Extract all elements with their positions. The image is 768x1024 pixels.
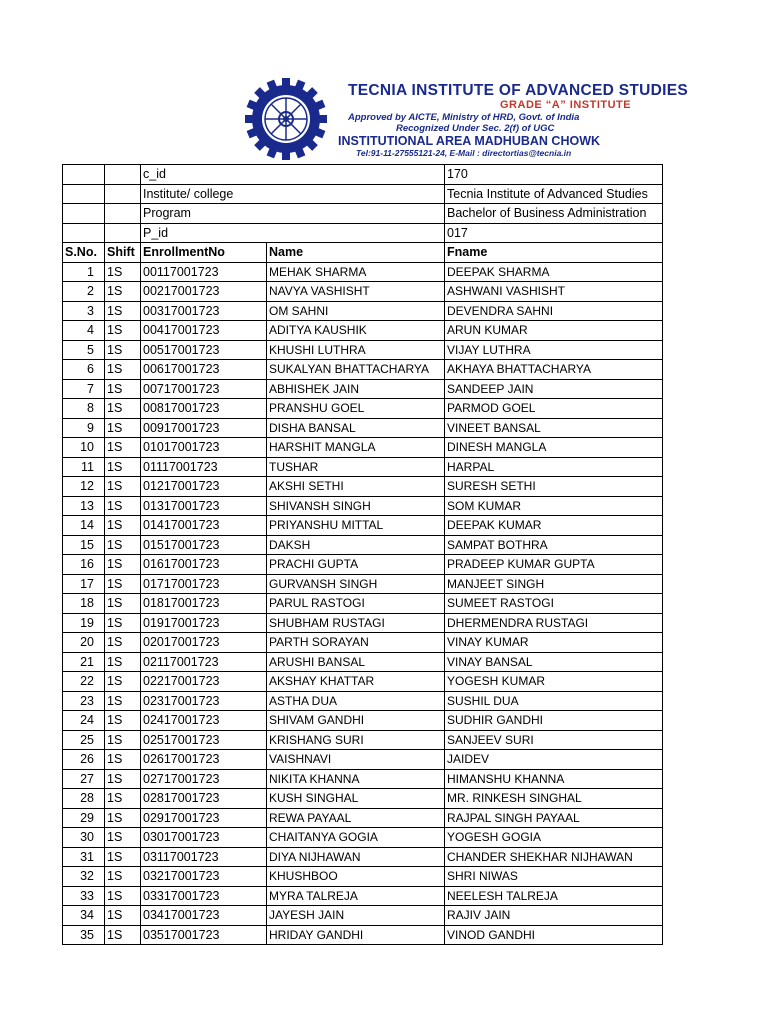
table-row xyxy=(63,438,663,458)
row-name-cell[interactable]: PRIYANSHU MITTAL xyxy=(267,516,445,536)
row-shift-cell[interactable]: 1S xyxy=(105,594,141,614)
row-name-cell[interactable]: SHIVAM GANDHI xyxy=(267,711,445,731)
row-fname-cell[interactable]: CHANDER SHEKHAR NIJHAWAN xyxy=(445,847,663,867)
row-fname-cell[interactable]: VINEET BANSAL xyxy=(445,418,663,438)
row-name-cell[interactable]: KRISHANG SURI xyxy=(267,730,445,750)
row-enrollment-cell[interactable]: 00717001723 xyxy=(141,379,267,399)
row-fname-cell[interactable]: VINAY KUMAR xyxy=(445,633,663,653)
contact-line: Tel:91-11-27555121-24, E-Mail : directortias@tecnia.in xyxy=(356,148,572,158)
row-fname-cell[interactable]: RAJPAL SINGH PAYAAL xyxy=(445,808,663,828)
meta-row-pid xyxy=(63,223,663,243)
table-row xyxy=(63,633,663,653)
row-sno-cell[interactable]: 23 xyxy=(63,691,105,711)
institute-grade: GRADE “A” INSTITUTE xyxy=(500,99,632,111)
row-name-cell[interactable]: GURVANSH SINGH xyxy=(267,574,445,594)
institute-header xyxy=(240,78,689,160)
row-enrollment-cell[interactable]: 02417001723 xyxy=(141,711,267,731)
table-row xyxy=(63,789,663,809)
row-fname-cell[interactable]: MR. RINKESH SINGHAL xyxy=(445,789,663,809)
row-shift-cell[interactable]: 1S xyxy=(105,925,141,945)
student-list-sheet xyxy=(62,164,648,945)
meta-label[interactable]: c_id xyxy=(141,165,445,185)
meta-row-institute xyxy=(63,184,663,204)
row-enrollment-cell[interactable]: 02117001723 xyxy=(141,652,267,672)
table-row xyxy=(63,711,663,731)
table-row xyxy=(63,691,663,711)
row-shift-cell[interactable]: 1S xyxy=(105,711,141,731)
cell[interactable] xyxy=(63,204,105,224)
table-row xyxy=(63,418,663,438)
row-sno-cell[interactable]: 33 xyxy=(63,886,105,906)
row-fname-cell[interactable]: AKHAYA BHATTACHARYA xyxy=(445,360,663,380)
cell[interactable] xyxy=(63,184,105,204)
row-sno-cell[interactable]: 11 xyxy=(63,457,105,477)
table-row xyxy=(63,652,663,672)
row-sno-cell[interactable]: 9 xyxy=(63,418,105,438)
table-row xyxy=(63,301,663,321)
row-shift-cell[interactable]: 1S xyxy=(105,867,141,887)
table-row xyxy=(63,340,663,360)
row-enrollment-cell[interactable]: 02717001723 xyxy=(141,769,267,789)
row-fname-cell[interactable]: PRADEEP KUMAR GUPTA xyxy=(445,555,663,575)
table-row xyxy=(63,847,663,867)
row-name-cell[interactable]: VAISHNAVI xyxy=(267,750,445,770)
row-fname-cell[interactable]: SANJEEV SURI xyxy=(445,730,663,750)
row-sno-cell[interactable]: 6 xyxy=(63,360,105,380)
row-sno-cell[interactable]: 8 xyxy=(63,399,105,419)
row-shift-cell[interactable]: 1S xyxy=(105,613,141,633)
row-name-cell[interactable]: PRACHI GUPTA xyxy=(267,555,445,575)
table-row xyxy=(63,477,663,497)
table-row xyxy=(63,399,663,419)
meta-value[interactable]: Bachelor of Business Administration xyxy=(445,204,663,224)
row-name-cell[interactable]: ADITYA KAUSHIK xyxy=(267,321,445,341)
row-sno-cell[interactable]: 34 xyxy=(63,906,105,926)
row-shift-cell[interactable]: 1S xyxy=(105,457,141,477)
row-enrollment-cell[interactable]: 01217001723 xyxy=(141,477,267,497)
row-enrollment-cell[interactable]: 03317001723 xyxy=(141,886,267,906)
row-name-cell[interactable]: DIYA NIJHAWAN xyxy=(267,847,445,867)
row-sno-cell[interactable]: 18 xyxy=(63,594,105,614)
table-row xyxy=(63,282,663,302)
row-shift-cell[interactable]: 1S xyxy=(105,477,141,497)
table-row xyxy=(63,769,663,789)
row-shift-cell[interactable]: 1S xyxy=(105,535,141,555)
row-shift-cell[interactable]: 1S xyxy=(105,321,141,341)
row-sno-cell[interactable]: 12 xyxy=(63,477,105,497)
meta-label[interactable]: Institute/ college xyxy=(141,184,445,204)
approval-line: Approved by AICTE, Ministry of HRD, Govt. of India xyxy=(348,112,580,123)
row-sno-cell[interactable]: 16 xyxy=(63,555,105,575)
row-sno-cell[interactable]: 24 xyxy=(63,711,105,731)
row-fname-cell[interactable]: DHERMENDRA RUSTAGI xyxy=(445,613,663,633)
row-shift-cell[interactable]: 1S xyxy=(105,496,141,516)
row-fname-cell[interactable]: VINOD GANDHI xyxy=(445,925,663,945)
row-shift-cell[interactable]: 1S xyxy=(105,516,141,536)
row-name-cell[interactable]: MEHAK SHARMA xyxy=(267,262,445,282)
row-sno-cell[interactable]: 17 xyxy=(63,574,105,594)
row-enrollment-cell[interactable]: 01617001723 xyxy=(141,555,267,575)
cell[interactable] xyxy=(63,223,105,243)
row-sno-cell[interactable]: 20 xyxy=(63,633,105,653)
row-name-cell[interactable]: KUSH SINGHAL xyxy=(267,789,445,809)
row-shift-cell[interactable]: 1S xyxy=(105,340,141,360)
row-sno-cell[interactable]: 4 xyxy=(63,321,105,341)
row-shift-cell[interactable]: 1S xyxy=(105,691,141,711)
table-row xyxy=(63,828,663,848)
row-name-cell[interactable]: AKSHI SETHI xyxy=(267,477,445,497)
row-enrollment-cell[interactable]: 01917001723 xyxy=(141,613,267,633)
row-name-cell[interactable]: SHUBHAM RUSTAGI xyxy=(267,613,445,633)
cell[interactable] xyxy=(105,184,141,204)
row-enrollment-cell[interactable]: 01717001723 xyxy=(141,574,267,594)
table-row xyxy=(63,730,663,750)
row-shift-cell[interactable]: 1S xyxy=(105,399,141,419)
row-name-cell[interactable]: KHUSHBOO xyxy=(267,867,445,887)
row-enrollment-cell[interactable]: 02017001723 xyxy=(141,633,267,653)
row-name-cell[interactable]: MYRA TALREJA xyxy=(267,886,445,906)
row-sno-cell[interactable]: 19 xyxy=(63,613,105,633)
row-fname-cell[interactable]: SANDEEP JAIN xyxy=(445,379,663,399)
row-name-cell[interactable]: JAYESH JAIN xyxy=(267,906,445,926)
row-shift-cell[interactable]: 1S xyxy=(105,574,141,594)
table-row xyxy=(63,262,663,282)
table-row xyxy=(63,808,663,828)
row-sno-cell[interactable]: 14 xyxy=(63,516,105,536)
row-fname-cell[interactable]: SURESH SETHI xyxy=(445,477,663,497)
row-fname-cell[interactable]: SAMPAT BOTHRA xyxy=(445,535,663,555)
row-fname-cell[interactable]: SUMEET RASTOGI xyxy=(445,594,663,614)
row-enrollment-cell[interactable]: 01417001723 xyxy=(141,516,267,536)
row-enrollment-cell[interactable]: 02817001723 xyxy=(141,789,267,809)
table-row xyxy=(63,574,663,594)
recognition-line: Recognized Under Sec. 2(f) of UGC xyxy=(396,123,555,134)
row-fname-cell[interactable]: DEEPAK KUMAR xyxy=(445,516,663,536)
row-fname-cell[interactable]: YOGESH KUMAR xyxy=(445,672,663,692)
row-fname-cell[interactable]: VINAY BANSAL xyxy=(445,652,663,672)
row-fname-cell[interactable]: JAIDEV xyxy=(445,750,663,770)
row-shift-cell[interactable]: 1S xyxy=(105,301,141,321)
row-sno-cell[interactable]: 27 xyxy=(63,769,105,789)
row-name-cell[interactable]: ABHISHEK JAIN xyxy=(267,379,445,399)
column-header-shift[interactable]: Shift xyxy=(105,243,141,263)
row-fname-cell[interactable]: VIJAY LUTHRA xyxy=(445,340,663,360)
row-enrollment-cell[interactable]: 02317001723 xyxy=(141,691,267,711)
row-shift-cell[interactable]: 1S xyxy=(105,730,141,750)
row-sno-cell[interactable]: 35 xyxy=(63,925,105,945)
row-shift-cell[interactable]: 1S xyxy=(105,652,141,672)
table-row xyxy=(63,516,663,536)
row-fname-cell[interactable]: ARUN KUMAR xyxy=(445,321,663,341)
row-shift-cell[interactable]: 1S xyxy=(105,808,141,828)
column-header-row xyxy=(63,243,663,263)
row-name-cell[interactable]: KHUSHI LUTHRA xyxy=(267,340,445,360)
row-enrollment-cell[interactable]: 00617001723 xyxy=(141,360,267,380)
row-enrollment-cell[interactable]: 00217001723 xyxy=(141,282,267,302)
row-enrollment-cell[interactable]: 02617001723 xyxy=(141,750,267,770)
institute-address: INSTITUTIONAL AREA MADHUBAN CHOWK xyxy=(338,134,601,148)
row-name-cell[interactable]: CHAITANYA GOGIA xyxy=(267,828,445,848)
row-enrollment-cell[interactable]: 00417001723 xyxy=(141,321,267,341)
row-shift-cell[interactable]: 1S xyxy=(105,789,141,809)
row-sno-cell[interactable]: 7 xyxy=(63,379,105,399)
cell[interactable] xyxy=(105,204,141,224)
row-sno-cell[interactable]: 13 xyxy=(63,496,105,516)
row-shift-cell[interactable]: 1S xyxy=(105,360,141,380)
row-name-cell[interactable]: ARUSHI BANSAL xyxy=(267,652,445,672)
row-sno-cell[interactable]: 29 xyxy=(63,808,105,828)
row-fname-cell[interactable]: NEELESH TALREJA xyxy=(445,886,663,906)
row-enrollment-cell[interactable]: 00817001723 xyxy=(141,399,267,419)
row-name-cell[interactable]: NIKITA KHANNA xyxy=(267,769,445,789)
table-row xyxy=(63,496,663,516)
row-name-cell[interactable]: SHIVANSH SINGH xyxy=(267,496,445,516)
row-name-cell[interactable]: OM SAHNI xyxy=(267,301,445,321)
row-name-cell[interactable]: DAKSH xyxy=(267,535,445,555)
row-sno-cell[interactable]: 15 xyxy=(63,535,105,555)
row-enrollment-cell[interactable]: 01817001723 xyxy=(141,594,267,614)
row-enrollment-cell[interactable]: 01017001723 xyxy=(141,438,267,458)
row-sno-cell[interactable]: 5 xyxy=(63,340,105,360)
row-enrollment-cell[interactable]: 00117001723 xyxy=(141,262,267,282)
row-enrollment-cell[interactable]: 02517001723 xyxy=(141,730,267,750)
row-name-cell[interactable]: REWA PAYAAL xyxy=(267,808,445,828)
row-fname-cell[interactable]: MANJEET SINGH xyxy=(445,574,663,594)
table-row xyxy=(63,360,663,380)
row-fname-cell[interactable]: SHRI NIWAS xyxy=(445,867,663,887)
row-shift-cell[interactable]: 1S xyxy=(105,886,141,906)
meta-value[interactable]: 170 xyxy=(445,165,663,185)
row-shift-cell[interactable]: 1S xyxy=(105,828,141,848)
table-row xyxy=(63,457,663,477)
row-shift-cell[interactable]: 1S xyxy=(105,418,141,438)
table-row xyxy=(63,379,663,399)
row-enrollment-cell[interactable]: 02917001723 xyxy=(141,808,267,828)
row-name-cell[interactable]: ASTHA DUA xyxy=(267,691,445,711)
table-row xyxy=(63,925,663,945)
row-sno-cell[interactable]: 26 xyxy=(63,750,105,770)
table-row xyxy=(63,535,663,555)
row-shift-cell[interactable]: 1S xyxy=(105,672,141,692)
cell[interactable] xyxy=(105,223,141,243)
table-row xyxy=(63,672,663,692)
row-enrollment-cell[interactable]: 03017001723 xyxy=(141,828,267,848)
column-header-fname[interactable]: Fname xyxy=(445,243,663,263)
row-name-cell[interactable]: NAVYA VASHISHT xyxy=(267,282,445,302)
row-shift-cell[interactable]: 1S xyxy=(105,906,141,926)
row-fname-cell[interactable]: HIMANSHU KHANNA xyxy=(445,769,663,789)
row-enrollment-cell[interactable]: 00517001723 xyxy=(141,340,267,360)
row-enrollment-cell[interactable]: 00317001723 xyxy=(141,301,267,321)
row-shift-cell[interactable]: 1S xyxy=(105,379,141,399)
row-fname-cell[interactable]: DEVENDRA SAHNI xyxy=(445,301,663,321)
row-sno-cell[interactable]: 28 xyxy=(63,789,105,809)
row-sno-cell[interactable]: 10 xyxy=(63,438,105,458)
row-sno-cell[interactable]: 22 xyxy=(63,672,105,692)
row-name-cell[interactable]: PARTH SORAYAN xyxy=(267,633,445,653)
row-fname-cell[interactable]: YOGESH GOGIA xyxy=(445,828,663,848)
row-enrollment-cell[interactable]: 03417001723 xyxy=(141,906,267,926)
row-sno-cell[interactable]: 32 xyxy=(63,867,105,887)
cell[interactable] xyxy=(63,165,105,185)
column-header-sno[interactable]: S.No. xyxy=(63,243,105,263)
meta-label[interactable]: Program xyxy=(141,204,445,224)
row-name-cell[interactable]: AKSHAY KHATTAR xyxy=(267,672,445,692)
row-shift-cell[interactable]: 1S xyxy=(105,262,141,282)
row-fname-cell[interactable]: SOM KUMAR xyxy=(445,496,663,516)
row-shift-cell[interactable]: 1S xyxy=(105,555,141,575)
meta-value[interactable]: 017 xyxy=(445,223,663,243)
row-fname-cell[interactable]: SUDHIR GANDHI xyxy=(445,711,663,731)
row-enrollment-cell[interactable]: 01517001723 xyxy=(141,535,267,555)
row-fname-cell[interactable]: PARMOD GOEL xyxy=(445,399,663,419)
meta-row-cid xyxy=(63,165,663,185)
row-shift-cell[interactable]: 1S xyxy=(105,847,141,867)
table-row xyxy=(63,594,663,614)
institute-name: TECNIA INSTITUTE OF ADVANCED STUDIES xyxy=(348,82,689,99)
row-sno-cell[interactable]: 2 xyxy=(63,282,105,302)
row-enrollment-cell[interactable]: 03517001723 xyxy=(141,925,267,945)
row-shift-cell[interactable]: 1S xyxy=(105,438,141,458)
row-shift-cell[interactable]: 1S xyxy=(105,282,141,302)
row-fname-cell[interactable]: DINESH MANGLA xyxy=(445,438,663,458)
table-row xyxy=(63,321,663,341)
row-fname-cell[interactable]: DEEPAK SHARMA xyxy=(445,262,663,282)
row-enrollment-cell[interactable]: 00917001723 xyxy=(141,418,267,438)
row-name-cell[interactable]: PARUL RASTOGI xyxy=(267,594,445,614)
column-header-enrollment[interactable]: EnrollmentNo xyxy=(141,243,267,263)
row-sno-cell[interactable]: 21 xyxy=(63,652,105,672)
table-row xyxy=(63,867,663,887)
row-name-cell[interactable]: DISHA BANSAL xyxy=(267,418,445,438)
row-enrollment-cell[interactable]: 01317001723 xyxy=(141,496,267,516)
row-sno-cell[interactable]: 3 xyxy=(63,301,105,321)
row-sno-cell[interactable]: 1 xyxy=(63,262,105,282)
row-fname-cell[interactable]: HARPAL xyxy=(445,457,663,477)
meta-value[interactable]: Tecnia Institute of Advanced Studies xyxy=(445,184,663,204)
row-name-cell[interactable]: HARSHIT MANGLA xyxy=(267,438,445,458)
row-fname-cell[interactable]: SUSHIL DUA xyxy=(445,691,663,711)
table-row xyxy=(63,906,663,926)
row-enrollment-cell[interactable]: 03217001723 xyxy=(141,867,267,887)
tecnia-gear-logo xyxy=(244,78,328,160)
row-sno-cell[interactable]: 30 xyxy=(63,828,105,848)
row-shift-cell[interactable]: 1S xyxy=(105,769,141,789)
row-enrollment-cell[interactable]: 03117001723 xyxy=(141,847,267,867)
student-table xyxy=(62,164,663,945)
row-enrollment-cell[interactable]: 01117001723 xyxy=(141,457,267,477)
table-row xyxy=(63,886,663,906)
row-name-cell[interactable]: HRIDAY GANDHI xyxy=(267,925,445,945)
row-name-cell[interactable]: TUSHAR xyxy=(267,457,445,477)
row-shift-cell[interactable]: 1S xyxy=(105,750,141,770)
meta-row-program xyxy=(63,204,663,224)
row-sno-cell[interactable]: 25 xyxy=(63,730,105,750)
column-header-name[interactable]: Name xyxy=(267,243,445,263)
row-fname-cell[interactable]: RAJIV JAIN xyxy=(445,906,663,926)
row-sno-cell[interactable]: 31 xyxy=(63,847,105,867)
cell[interactable] xyxy=(105,165,141,185)
row-shift-cell[interactable]: 1S xyxy=(105,633,141,653)
row-fname-cell[interactable]: ASHWANI VASHISHT xyxy=(445,282,663,302)
table-row xyxy=(63,613,663,633)
table-row xyxy=(63,750,663,770)
row-name-cell[interactable]: SUKALYAN BHATTACHARYA xyxy=(267,360,445,380)
meta-label[interactable]: P_id xyxy=(141,223,445,243)
row-name-cell[interactable]: PRANSHU GOEL xyxy=(267,399,445,419)
row-enrollment-cell[interactable]: 02217001723 xyxy=(141,672,267,692)
table-row xyxy=(63,555,663,575)
